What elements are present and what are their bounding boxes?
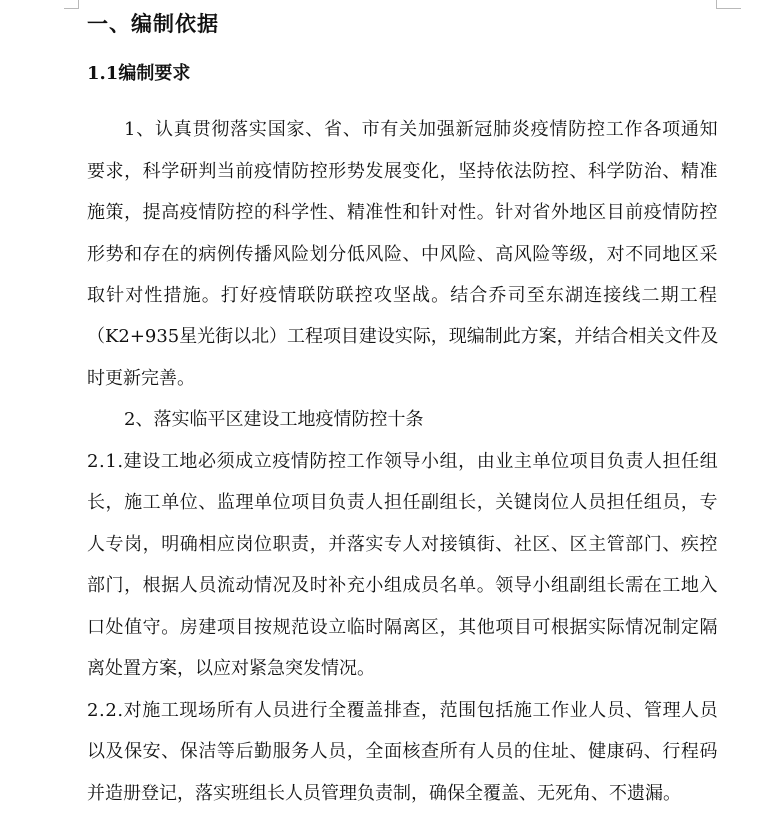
paragraph-line: 人专岗，明确相应岗位职责，并落实专人对接镇街、社区、区主管部门、疾控: [87, 534, 719, 555]
paragraph-line: 并造册登记，落实班组长人员管理负责制，确保全覆盖、无死角、不遗漏。: [87, 783, 681, 804]
paragraph-line: 取针对性措施。打好疫情联防联控攻坚战。结合乔司至东湖连接线二期工程: [87, 285, 718, 306]
paragraph-line: 以及保安、保洁等后勤服务人员，全面核查所有人员的住址、健康码、行程码: [87, 741, 719, 762]
paragraph-line: 施策，提高疫情防控的科学性、精准性和针对性。针对省外地区目前疫情防控: [87, 202, 719, 223]
paragraph-line: 形势和存在的病例传播风险划分低风险、中风险、高风险等级，对不同地区采: [87, 244, 719, 265]
paragraph-line: 口处值守。房建项目按规范设立临时隔离区，其他项目可根据实际情况制定隔: [87, 617, 719, 638]
paragraph-line: 离处置方案，以应对紧急突发情况。: [87, 658, 375, 679]
paragraph-line: 部门，根据人员流动情况及时补充小组成员名单。领导小组副组长需在工地入: [87, 575, 719, 596]
margin-corner-mark-right: [716, 0, 741, 9]
paragraph-line: 2.1.建设工地必须成立疫情防控工作领导小组，由业主单位项目负责人担任组: [87, 451, 719, 472]
paragraph-line: 时更新完善。: [87, 368, 195, 389]
paragraph-line: （K2+935星光街以北）工程项目建设实际，现编制此方案，并结合相关文件及: [87, 326, 719, 347]
margin-corner-mark-left: [64, 0, 79, 9]
paragraph-line: 2.2.对施工现场所有人员进行全覆盖排查，范围包括施工作业人员、管理人员: [87, 700, 719, 721]
paragraph-line: 2、落实临平区建设工地疫情防控十条: [124, 409, 424, 430]
subsection-heading: 1.1编制要求: [87, 63, 191, 84]
paragraph-line: 1、认真贯彻落实国家、省、市有关加强新冠肺炎疫情防控工作各项通知: [124, 119, 719, 140]
section-heading: 一、编制依据: [87, 11, 219, 36]
paragraph-line: 长，施工单位、监理单位项目负责人担任副组长，关键岗位人员担任组员，专: [87, 492, 719, 513]
paragraph-line: 要求，科学研判当前疫情防控形势发展变化，坚持依法防控、科学防治、精准: [87, 161, 719, 182]
